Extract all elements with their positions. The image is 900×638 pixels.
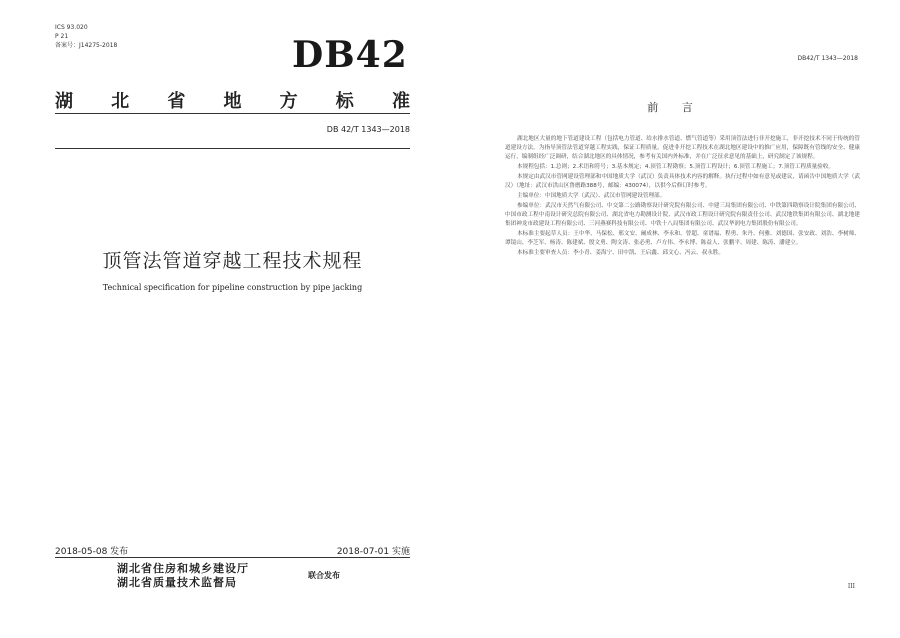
issuer-1: 湖北省住房和城乡建设厅 — [117, 562, 249, 575]
standard-title-char: 地 — [223, 91, 242, 112]
foreword-paragraph: 湖北地区大量的地下管道建设工程（包括电力管道、给水排水管道、燃气管道等）采用顶管法进行非开挖施工，非开挖技术不同于传统的管道建设方法。为指导顶管法管道穿越工程实践，保证工程质量，促进非开挖工程技术在湖北地区建设中的推广应用，保障既有管线的安全、健康运行，编制组经广泛调研，结合湖北地区的具体情况，参考有关国内外标准，并在广泛征求意见的基础上，研究制定了该规程。 — [505, 136, 860, 160]
standard-number: DB 42/T 1343—2018 — [326, 125, 410, 134]
divider-bottom — [55, 557, 410, 558]
foreword-paragraph: 本规定由武汉市管网建设管理部和中国地质大学（武汉）负责具体技术内容的解释。执行过程中如有意见或建议，请函告中国地质大学（武汉）（地址：武汉市洪山区鲁磨路388号，邮编：430074），以供今后修订时参考。 — [505, 174, 860, 189]
db42-logo: DB42 — [292, 34, 408, 76]
issuer-2: 湖北省质量技术监督局 — [117, 576, 237, 589]
foreword-paragraph: 本规程包括：1.总则；2.术语和符号；3.基本规定；4.顶管工程勘察；5.顶管工程设计；6.顶管工程施工；7.顶管工程质量验收。 — [517, 164, 835, 170]
standard-type-title — [55, 87, 410, 113]
implement-date: 2018-07-01 实施 — [336, 547, 410, 557]
standard-title-char: 省 — [167, 91, 186, 112]
title-english: Technical specification for pipeline construction by pipe jacking — [102, 283, 363, 292]
foreword-heading: 前 言 — [647, 101, 703, 114]
standard-title-char: 准 — [391, 91, 410, 112]
joint-issue-label: 联合发布 — [308, 571, 340, 580]
foreword-paragraph: 本标准主要审查人员：李小青、姜海宁、田中凯、王启鑫、邱文心、冯云、叔永胜。 — [517, 250, 724, 256]
foreword-paragraph: 参编单位：武汉市天然气有限公司、中交第二公路勘察设计研究院有限公司、中建三局集团有限公司、中铁第四勘察设计院集团有限公司、中国市政工程中南设计研究总院有限公司、湖北省电力勘测设计院、武汉市政工程设计研究院有限责任公司、武汉地铁集团有限公司、湖北地建集团神龙市政建设工程有限公司、三河燕赛科技有限公司、中铁十八局集团有限公司、武汉华润电力集团股份有限公司。 — [505, 203, 860, 227]
foreword-paragraph: 本标准主要起草人员：王中华、马保松、邢文安、阚成林、李永和、曾超、童谱福、程勇、朱丹、何雅、刘德国、张安政、刘浩、李树师、谭镜山、李芝军、杨涛、陈建斌、殷文勇、陶文涛、张必勇、卢方伟、李永博、陈益人、张鹏平、周建、陈涛、潘建立。 — [505, 231, 860, 246]
ics-code: ICS 93.020 — [55, 24, 88, 31]
standard-title-char: 湖 — [55, 91, 73, 112]
standard-title-char: 方 — [279, 91, 298, 112]
foreword-paragraph: 主编单位：中国地质大学（武汉）、武汉市管网建设管理部。 — [517, 193, 666, 199]
issuing-authorities — [117, 562, 249, 590]
page-number: III — [847, 583, 855, 590]
header-standard-number: DB42/T 1343—2018 — [797, 55, 858, 62]
divider-top — [55, 113, 410, 114]
standard-title-char: 标 — [335, 91, 354, 112]
title-chinese: 顶管法管道穿越工程技术规程 — [102, 250, 363, 272]
standard-title-char: 北 — [111, 91, 130, 112]
divider-middle — [55, 148, 410, 149]
issue-date: 2018-05-08 发布 — [55, 547, 129, 557]
foreword-page — [450, 0, 900, 638]
p-class-code: P 21 — [55, 33, 69, 40]
foreword-body — [505, 135, 860, 259]
record-number: 备案号：J14275-2018 — [55, 42, 118, 49]
